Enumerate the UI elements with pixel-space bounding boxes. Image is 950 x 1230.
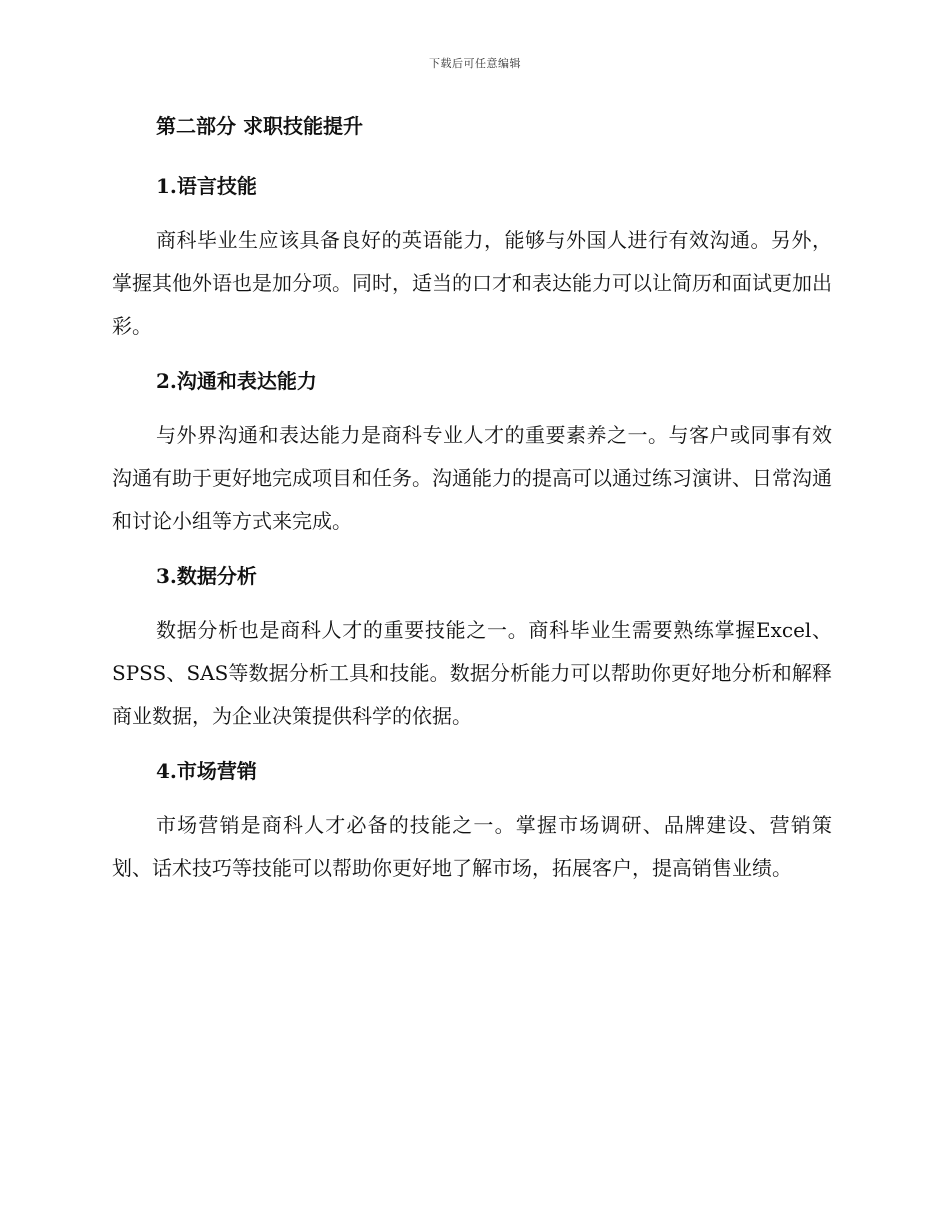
section-language-skills bbox=[112, 169, 832, 348]
page-header: 下载后可任意编辑 bbox=[429, 57, 521, 70]
part-title: 第二部分 求职技能提升 bbox=[156, 114, 363, 138]
section-communication bbox=[112, 364, 832, 543]
section-paragraph: 数据分析也是商科人才的重要技能之一。商科毕业生需要熟练掌握Excel、SPSS、SAS等数据分析工具和技能。数据分析能力可以帮助你更好地分析和解释商业数据，为企业决策提供科学的依据。 bbox=[112, 618, 832, 728]
section-marketing bbox=[112, 754, 832, 890]
section-data-analysis bbox=[112, 559, 832, 738]
section-heading: 1.语言技能 bbox=[156, 174, 257, 198]
section-paragraph: 市场营销是商科人才必备的技能之一。掌握市场调研、品牌建设、营销策划、话术技巧等技能可以帮助你更好地了解市场，拓展客户，提高销售业绩。 bbox=[112, 813, 832, 880]
section-paragraph: 与外界沟通和表达能力是商科专业人才的重要素养之一。与客户或同事有效沟通有助于更好地完成项目和任务。沟通能力的提高可以通过练习演讲、日常沟通和讨论小组等方式来完成。 bbox=[112, 423, 832, 533]
document-body bbox=[112, 109, 832, 906]
section-heading: 3.数据分析 bbox=[156, 564, 257, 588]
section-heading: 4.市场营销 bbox=[156, 759, 257, 783]
section-paragraph: 商科毕业生应该具备良好的英语能力，能够与外国人进行有效沟通。另外，掌握其他外语也是加分项。同时，适当的口才和表达能力可以让简历和面试更加出彩。 bbox=[112, 228, 832, 338]
section-heading: 2.沟通和表达能力 bbox=[156, 369, 317, 393]
